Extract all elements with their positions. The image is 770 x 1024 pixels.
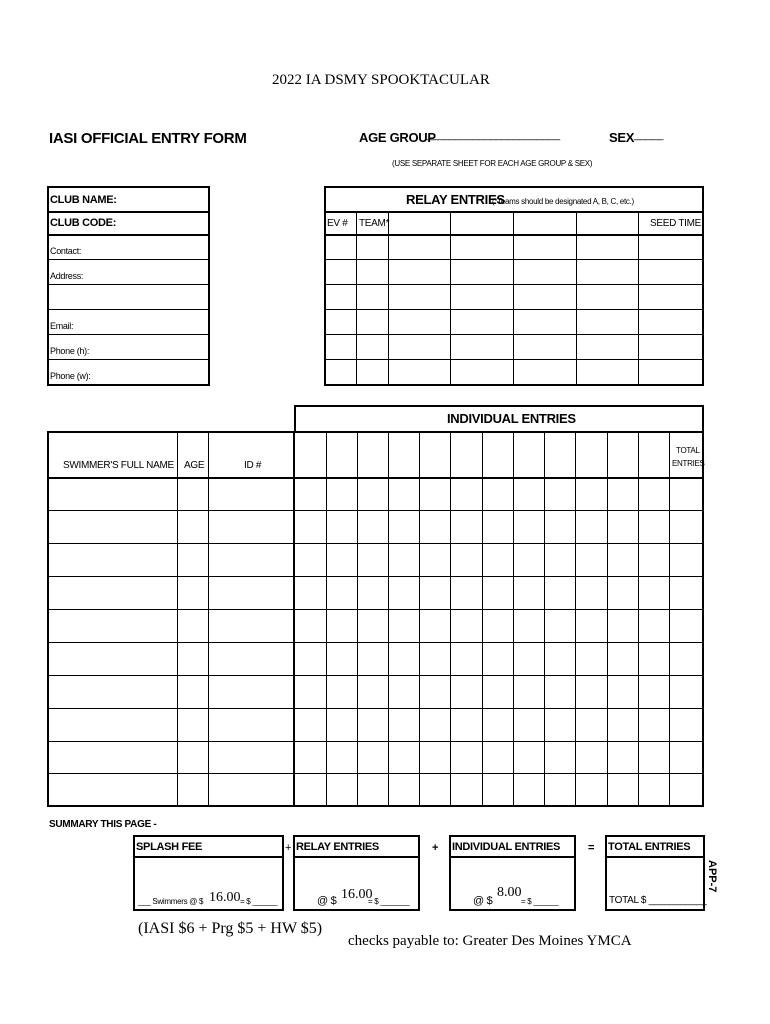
equals-sign: = [588, 842, 595, 854]
sex-field[interactable]: _____ [634, 129, 664, 141]
col-swimmer-name: SWIMMER'S FULL NAME [63, 460, 174, 471]
separate-sheet-note: (USE SEPARATE SHEET FOR EACH AGE GROUP & SEX) [392, 159, 593, 168]
plus-sign-1: + [285, 842, 292, 854]
email-label: Email: [50, 321, 74, 331]
plus-sign-2: + [432, 842, 439, 854]
individual-header: INDIVIDUAL ENTRIES [447, 411, 576, 426]
col-total-line1: TOTAL [676, 446, 700, 455]
form-title: IASI OFFICIAL ENTRY FORM [49, 130, 247, 147]
col-age: AGE [184, 460, 205, 471]
individual-fee-value: 8.00 [497, 885, 522, 900]
relay-fee-total-field[interactable]: = $ _______ [368, 897, 410, 906]
relay-col-seed-time: SEED TIME [650, 218, 702, 229]
phone-home-label: Phone (h): [50, 346, 90, 356]
individual-summary-label: INDIVIDUAL ENTRIES [452, 841, 561, 853]
individual-entries-table [47, 431, 704, 807]
document-title: 2022 IA DSMY SPOOKTACULAR [272, 72, 490, 88]
relay-note: (*Teams should be designated A, B, C, etc.) [492, 197, 634, 206]
relay-entries-box [324, 186, 704, 386]
relay-col-event: EV # [327, 218, 348, 229]
relay-fee-value: 16.00 [341, 887, 373, 902]
individual-fee-total-field[interactable]: = $ ______ [521, 897, 559, 906]
club-info-box [47, 186, 210, 386]
contact-label: Contact: [50, 246, 82, 256]
col-id: ID # [244, 460, 262, 471]
individual-fee-prefix: @ $ [473, 895, 493, 907]
relay-header: RELAY ENTRIES [406, 192, 505, 207]
summary-label: SUMMARY THIS PAGE - [49, 819, 157, 830]
age-group-field[interactable]: _______________________ [426, 129, 560, 141]
address-label: Address: [50, 271, 84, 281]
splash-fee-total-field[interactable]: = $ ______ [240, 897, 278, 906]
sex-label: SEX [609, 130, 635, 145]
age-group-label: AGE GROUP [359, 130, 436, 145]
splash-fee-label: SPLASH FEE [136, 841, 203, 853]
relay-fee-prefix: @ $ [317, 895, 337, 907]
relay-col-team: TEAM* [359, 218, 390, 229]
col-total-line2: ENTRIES [672, 459, 705, 468]
swimmers-count-field[interactable]: ___ Swimmers @ $ [138, 897, 204, 906]
club-code-label: CLUB CODE: [50, 217, 117, 229]
swimmer-fee-value: 16.00 [209, 890, 241, 905]
page-code: APP-7 [706, 860, 718, 893]
fee-breakdown: (IASI $6 + Prg $5 + HW $5) [138, 920, 323, 937]
checks-payable: checks payable to: Greater Des Moines YMCA [348, 933, 632, 949]
club-name-label: CLUB NAME: [50, 194, 117, 206]
total-entries-label: TOTAL ENTRIES [608, 841, 691, 853]
relay-summary-label: RELAY ENTRIES [296, 841, 379, 853]
grand-total-field[interactable]: TOTAL $ ___________ [609, 895, 707, 906]
phone-work-label: Phone (w): [50, 371, 91, 381]
